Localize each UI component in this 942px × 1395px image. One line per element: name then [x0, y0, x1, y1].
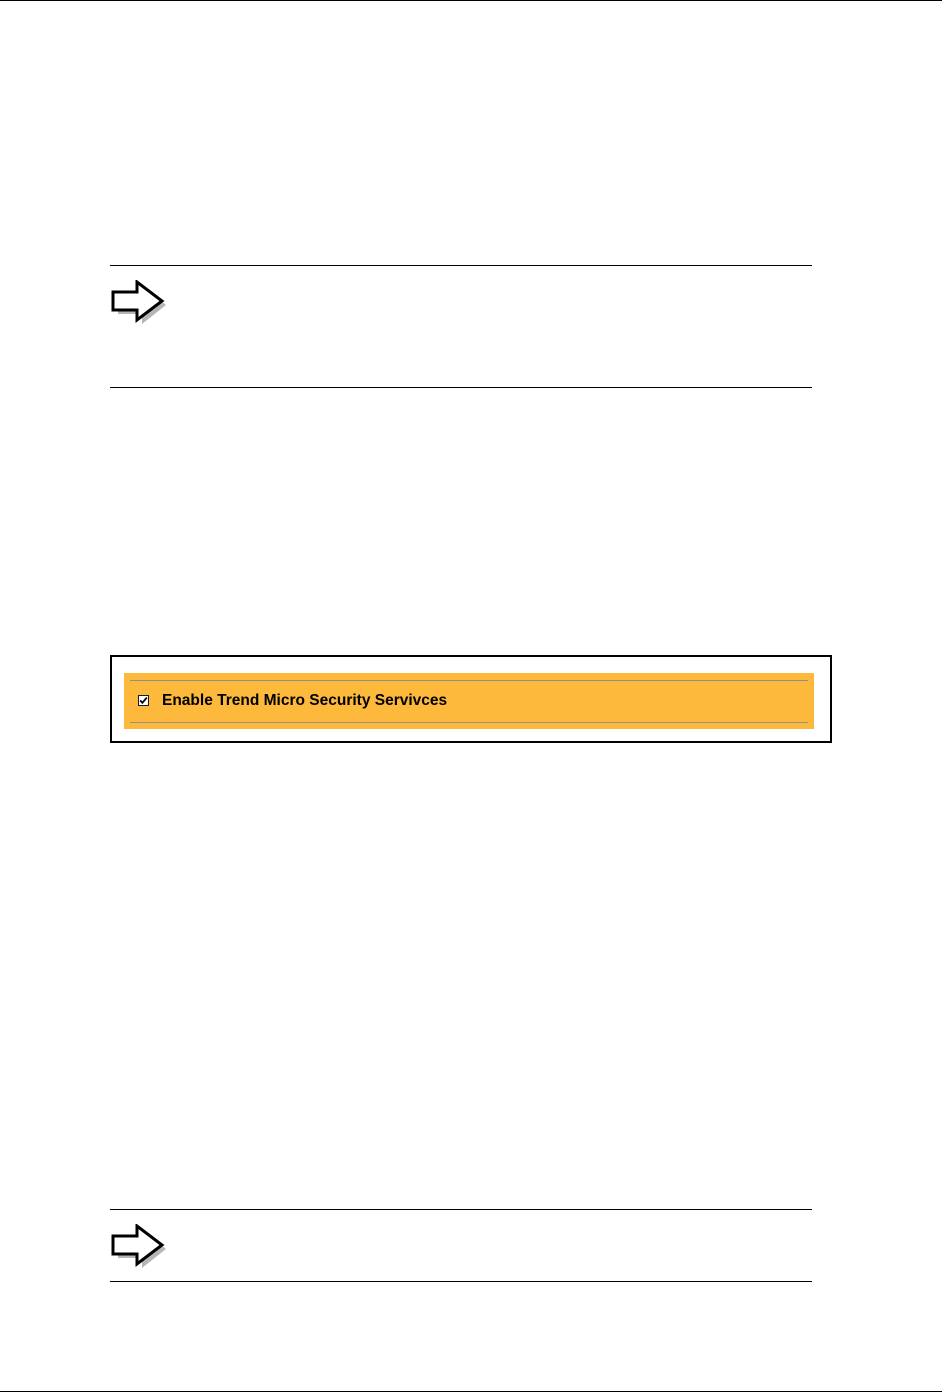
page-footer-rule [0, 1391, 942, 1392]
option-panel [124, 673, 814, 729]
note-block [110, 1209, 812, 1282]
note-block [110, 265, 812, 388]
page-header-rule [0, 0, 942, 1]
right-arrow-icon [110, 280, 170, 324]
panel-divider [130, 680, 808, 681]
enable-security-services-checkbox[interactable] [138, 695, 149, 706]
checkmark-icon [139, 696, 148, 705]
panel-divider [130, 722, 808, 723]
right-arrow-icon [110, 1224, 170, 1268]
enable-security-services-label: Enable Trend Micro Security Servivces [162, 692, 448, 709]
screenshot-frame [110, 655, 832, 743]
